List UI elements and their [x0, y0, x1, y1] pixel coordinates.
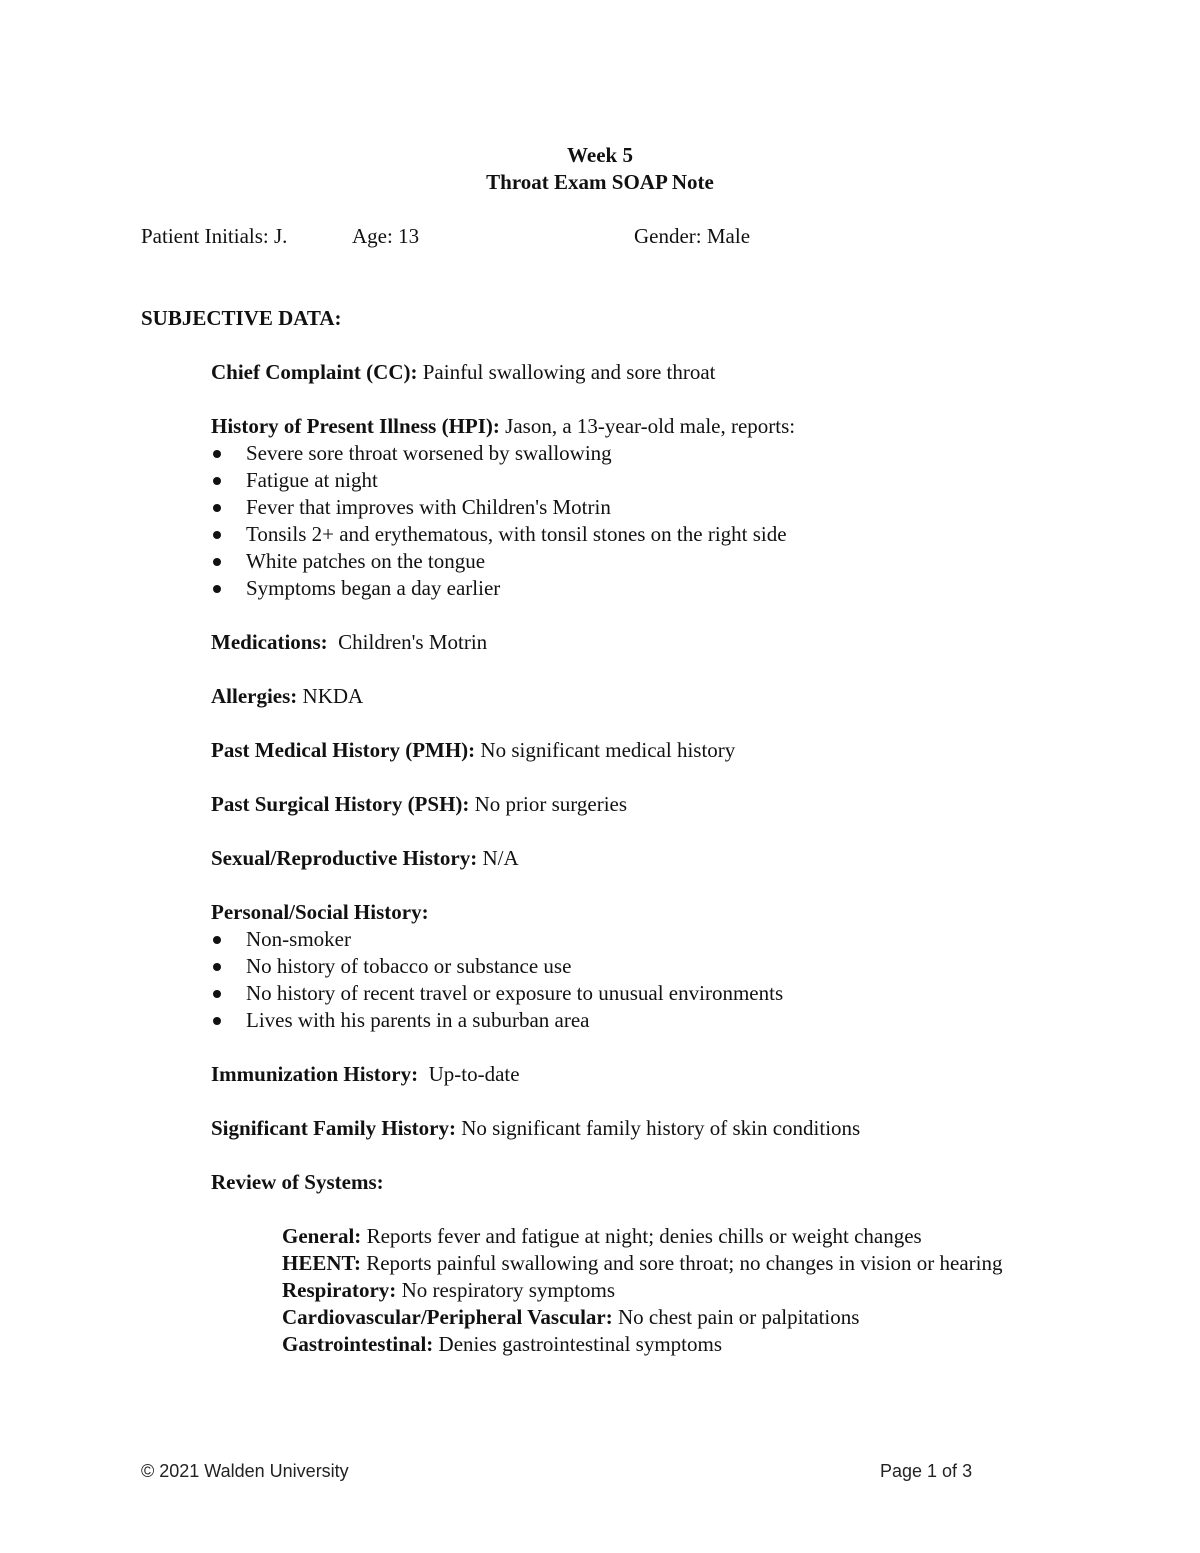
- list-item: Lives with his parents in a suburban area: [211, 1007, 1091, 1034]
- hpi-heading: History of Present Illness (HPI): Jason, a 13-year-old male, reports:: [211, 414, 796, 438]
- review-of-systems-list: [211, 1223, 1091, 1358]
- ros-cardiovascular: Cardiovascular/Peripheral Vascular: No chest pain or palpitations: [282, 1305, 860, 1329]
- family-history: Significant Family History: No significant family history of skin conditions: [211, 1116, 861, 1140]
- patient-age: Age: 13: [352, 224, 420, 248]
- ros-general: General: Reports fever and fatigue at night; denies chills or weight changes: [282, 1224, 922, 1248]
- review-of-systems-heading: Review of Systems:: [211, 1170, 384, 1194]
- social-history-heading: Personal/Social History:: [211, 900, 429, 924]
- sexual-reproductive-history: Sexual/Reproductive History: N/A: [211, 846, 519, 870]
- list-item: Fatigue at night: [211, 467, 1091, 494]
- hpi-list: [211, 440, 1091, 602]
- past-surgical-history: Past Surgical History (PSH): No prior surgeries: [211, 792, 628, 816]
- list-item: No history of tobacco or substance use: [211, 953, 1091, 980]
- section-title-subjective: SUBJECTIVE DATA:: [141, 306, 342, 330]
- list-item: Fever that improves with Children's Motrin: [211, 494, 1091, 521]
- ros-gastrointestinal: Gastrointestinal: Denies gastrointestinal symptoms: [282, 1332, 723, 1356]
- past-medical-history: Past Medical History (PMH): No significant medical history: [211, 738, 736, 762]
- social-history-list: [211, 926, 1091, 1034]
- list-item: No history of recent travel or exposure to unusual environments: [211, 980, 1091, 1007]
- patient-gender: Gender: Male: [634, 224, 751, 248]
- list-item: Non-smoker: [211, 926, 1091, 953]
- immunization-history: Immunization History: Up-to-date: [211, 1062, 520, 1086]
- list-item: White patches on the tongue: [211, 548, 1091, 575]
- list-item: Tonsils 2+ and erythematous, with tonsil stones on the right side: [211, 521, 1091, 548]
- subjective-body: [211, 359, 1091, 1358]
- footer-page-number: Page 1 of 3: [880, 1461, 973, 1481]
- allergies: Allergies: NKDA: [211, 684, 364, 708]
- footer-copyright: © 2021 Walden University: [141, 1461, 349, 1481]
- chief-complaint: Chief Complaint (CC): Painful swallowing and sore throat: [211, 360, 716, 384]
- ros-respiratory: Respiratory: No respiratory symptoms: [282, 1278, 616, 1302]
- patient-initials: Patient Initials: J.: [141, 224, 288, 248]
- list-item: Symptoms began a day earlier: [211, 575, 1091, 602]
- list-item: Severe sore throat worsened by swallowing: [211, 440, 1091, 467]
- document-title: Throat Exam SOAP Note: [486, 170, 714, 194]
- medications: Medications: Children's Motrin: [211, 630, 488, 654]
- ros-heent: HEENT: Reports painful swallowing and sore throat; no changes in vision or hearing: [282, 1251, 1003, 1275]
- week-heading: Week 5: [567, 143, 633, 167]
